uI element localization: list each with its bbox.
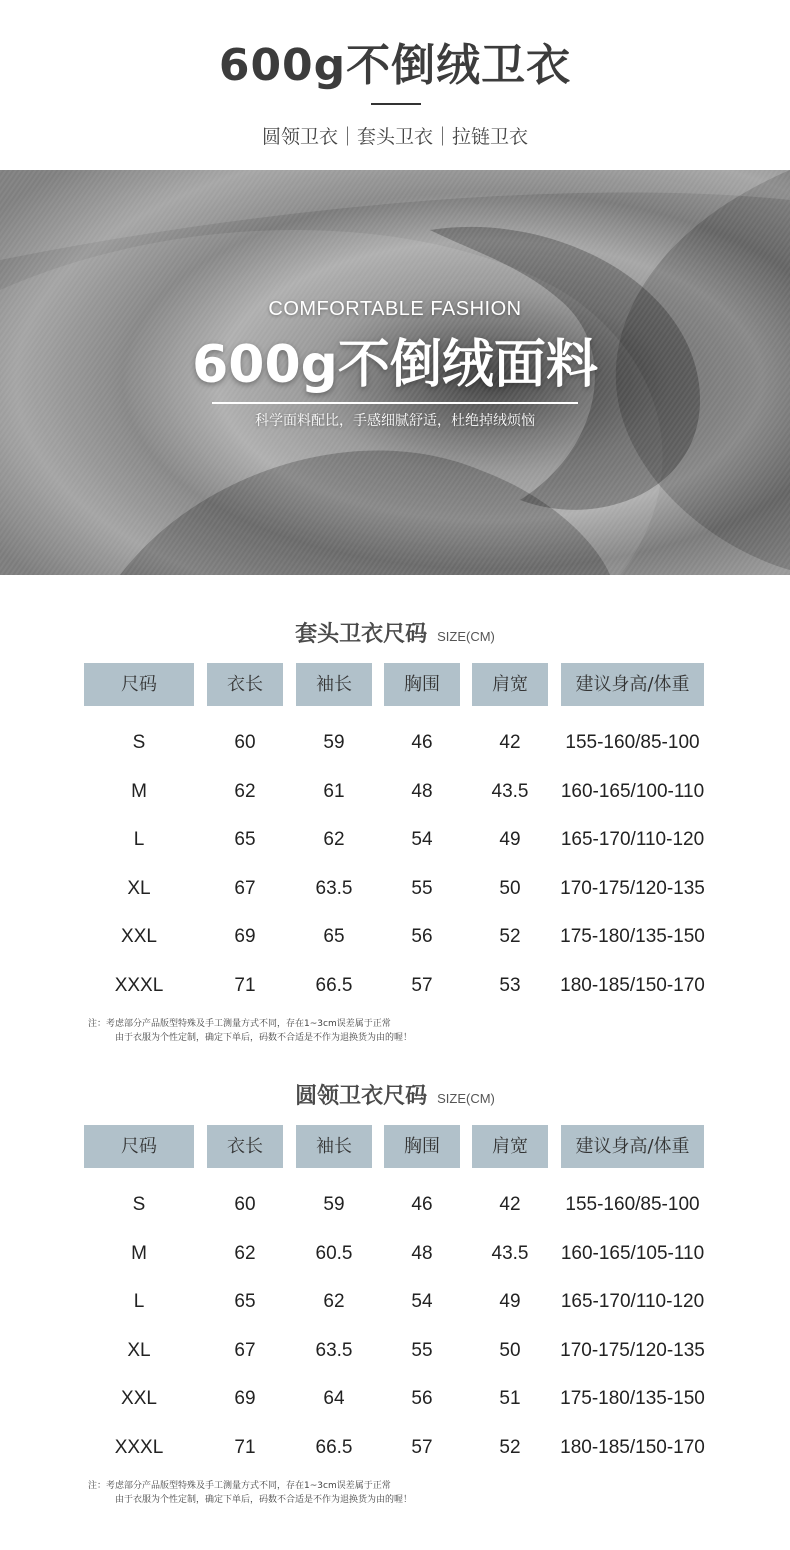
table-cell: XL — [127, 878, 151, 899]
table-cell: 60 — [234, 732, 256, 753]
table-cell: 49 — [499, 1291, 521, 1312]
table-cell: 42 — [499, 1194, 521, 1215]
table-cell: 71 — [234, 975, 256, 996]
header-cell: 肩宽 — [472, 1125, 548, 1168]
section-title-text: 圆领卫衣尺码 — [295, 1084, 428, 1109]
table-cell: 57 — [411, 975, 433, 996]
section-title — [0, 1079, 790, 1110]
table-cell: 43.5 — [491, 1243, 529, 1264]
table-cell: 155-160/85-100 — [565, 1194, 700, 1215]
table-cell: 62 — [323, 1291, 345, 1312]
banner-divider — [212, 402, 578, 404]
table-cell: 54 — [411, 829, 433, 850]
table-cell: 62 — [323, 829, 345, 850]
header-cell: 建议身高/体重 — [561, 663, 704, 706]
table-cell: 69 — [234, 926, 256, 947]
table-cell: 155-160/85-100 — [565, 732, 700, 753]
title-divider — [371, 103, 421, 105]
table-cell: 52 — [499, 926, 521, 947]
table-cell: 54 — [411, 1291, 433, 1312]
table-cell: 62 — [234, 1243, 256, 1264]
size-note — [88, 1017, 412, 1045]
section-unit: SIZE(CM) — [437, 629, 495, 644]
table-cell: 170-175/120-135 — [560, 878, 705, 899]
table-cell: S — [132, 732, 146, 753]
table-cell: 175-180/135-150 — [560, 926, 705, 947]
table-cell: 63.5 — [315, 878, 353, 899]
size-section-hoodie — [0, 617, 790, 1043]
table-cell: 165-170/110-120 — [560, 1291, 705, 1312]
table-cell: 180-185/150-170 — [560, 1437, 705, 1458]
table-cell: 66.5 — [315, 1437, 353, 1458]
section-title-text: 套头卫衣尺码 — [295, 622, 428, 647]
header-cell: 建议身高/体重 — [561, 1125, 704, 1168]
table-cell: XXXL — [114, 975, 164, 996]
table-cell: 48 — [411, 1243, 433, 1264]
note-line-2: 由于衣服为个性定制，确定下单后，码数不合适是不作为退换货为由的喔！ — [115, 1033, 413, 1043]
table-cell: XXL — [121, 1388, 157, 1409]
table-cell: 51 — [499, 1388, 521, 1409]
table-cell: 43.5 — [491, 781, 529, 802]
table-cell: M — [131, 1243, 147, 1264]
table-cell: L — [133, 1291, 145, 1312]
header-cell: 肩宽 — [472, 663, 548, 706]
table-cell: 180-185/150-170 — [560, 975, 705, 996]
table-cell: 53 — [499, 975, 521, 996]
section-title — [0, 617, 790, 648]
header-cell: 袖长 — [296, 663, 372, 706]
table-cell: 165-170/110-120 — [560, 829, 705, 850]
table-cell: 170-175/120-135 — [560, 1340, 705, 1361]
table-cell: 61 — [323, 781, 345, 802]
table-cell: 66.5 — [315, 975, 353, 996]
header — [0, 0, 790, 170]
table-cell: 65 — [323, 926, 345, 947]
table-cell: S — [132, 1194, 146, 1215]
header-cell: 袖长 — [296, 1125, 372, 1168]
note-line-2: 由于衣服为个性定制，确定下单后，码数不合适是不作为退换货为由的喔！ — [115, 1495, 413, 1505]
header-cell: 胸围 — [384, 663, 460, 706]
table-cell: 52 — [499, 1437, 521, 1458]
note-line-1: 注：考虑部分产品版型特殊及手工测量方式不同，存在1~3cm误差属于正常 — [88, 1481, 391, 1491]
fabric-banner — [0, 170, 790, 575]
note-line-1: 注：考虑部分产品版型特殊及手工测量方式不同，存在1~3cm误差属于正常 — [88, 1019, 391, 1029]
size-section-crewneck — [0, 1079, 790, 1509]
table-cell: XXL — [121, 926, 157, 947]
table-cell: 64 — [323, 1388, 345, 1409]
table-cell: 50 — [499, 878, 521, 899]
table-cell: 57 — [411, 1437, 433, 1458]
table-cell: 49 — [499, 829, 521, 850]
table-cell: 60.5 — [315, 1243, 353, 1264]
table-cell: 56 — [411, 1388, 433, 1409]
table-cell: 46 — [411, 1194, 433, 1215]
table-cell: 46 — [411, 732, 433, 753]
table-cell: 69 — [234, 1388, 256, 1409]
table-cell: 65 — [234, 829, 256, 850]
table-cell: XXXL — [114, 1437, 164, 1458]
header-cell: 胸围 — [384, 1125, 460, 1168]
table-cell: 67 — [234, 1340, 256, 1361]
table-cell: 48 — [411, 781, 433, 802]
product-types-subtitle: 圆领卫衣｜套头卫衣｜拉链卫衣 — [261, 126, 528, 148]
table-cell: 71 — [234, 1437, 256, 1458]
table-cell: 42 — [499, 732, 521, 753]
table-cell: M — [131, 781, 147, 802]
table-cell: 59 — [323, 732, 345, 753]
table-cell: L — [133, 829, 145, 850]
table-cell: 60 — [234, 1194, 256, 1215]
table-cell: 175-180/135-150 — [560, 1388, 705, 1409]
banner-title: 600g不倒绒面料 — [192, 335, 598, 395]
table-cell: 65 — [234, 1291, 256, 1312]
size-note — [88, 1479, 412, 1507]
table-cell: 59 — [323, 1194, 345, 1215]
banner-subtitle: 科学面料配比，手感细腻舒适，杜绝掉绒烦恼 — [255, 413, 535, 429]
table-cell: 62 — [234, 781, 256, 802]
header-cell: 衣长 — [207, 663, 283, 706]
table-cell: 55 — [411, 878, 433, 899]
table-cell: 50 — [499, 1340, 521, 1361]
header-cell: 尺码 — [84, 663, 194, 706]
header-cell: 衣长 — [207, 1125, 283, 1168]
table-cell: 67 — [234, 878, 256, 899]
table-cell: 55 — [411, 1340, 433, 1361]
header-cell: 尺码 — [84, 1125, 194, 1168]
section-unit: SIZE(CM) — [437, 1091, 495, 1106]
table-cell: 160-165/100-110 — [560, 781, 705, 802]
table-cell: 63.5 — [315, 1340, 353, 1361]
page-title: 600g不倒绒卫衣 — [218, 40, 572, 91]
table-cell: 56 — [411, 926, 433, 947]
table-cell: XL — [127, 1340, 151, 1361]
banner-english-tagline: COMFORTABLE FASHION — [268, 298, 522, 320]
table-cell: 160-165/105-110 — [560, 1243, 705, 1264]
